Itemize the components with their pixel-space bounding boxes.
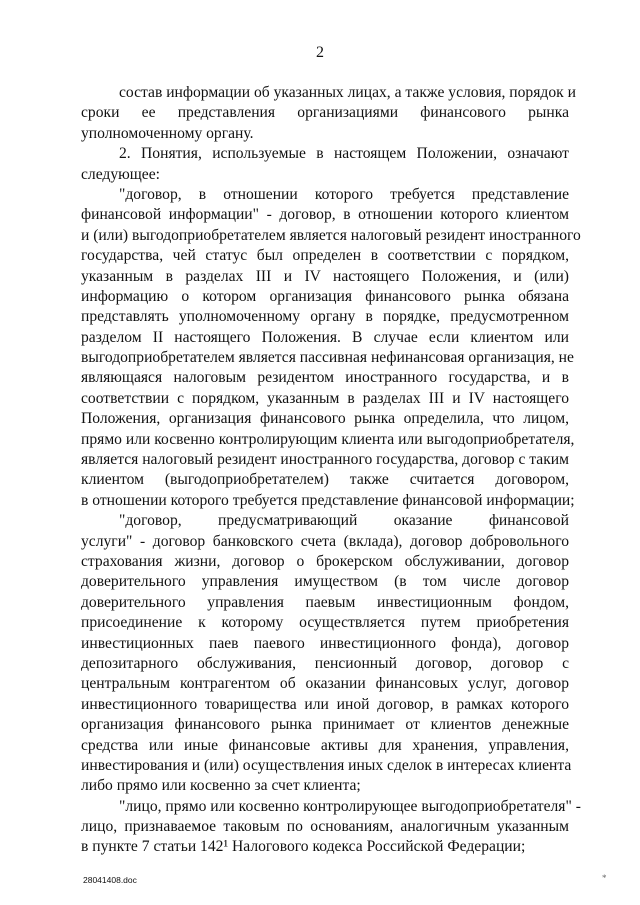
text-line: доверительного управления имуществом (в том числе договор — [81, 573, 569, 591]
text-line: в отношении которого требуется представление финансовой информации; — [81, 491, 575, 509]
text-line: является налоговый резидент иностранного государства, договор с таким — [81, 451, 569, 469]
text-line: доверительного управления паевым инвестиционным фондом, — [81, 593, 569, 611]
text-line: состав информации об указанных лицах, а также условия, порядок и — [119, 84, 576, 101]
text-line: услуги" - договор банковского счета (вклада), договор добровольного — [81, 532, 569, 550]
text-line: лицо, признаваемое таковым по основаниям, аналогичным указанным — [81, 818, 569, 836]
text-line: инвестиционного товарищества или иной договор, в рамках которого — [81, 695, 569, 713]
text-line: финансовой информации" - договор, в отношении которого клиентом — [81, 206, 569, 224]
text-line: уполномоченному органу. — [81, 124, 254, 142]
text-line: указанным в разделах III и IV настоящего Положения, и (или) — [81, 267, 569, 285]
text-line: разделом II настоящего Положения. В случае если клиентом или — [81, 328, 569, 346]
text-line: соответствии с порядком, указанным в разделах III и IV настоящего — [81, 389, 569, 407]
document-body — [81, 83, 581, 858]
text-line: либо прямо или косвенно за счет клиента; — [81, 777, 361, 795]
text-line: и (или) выгодоприобретателем является налоговый резидент иностранного — [81, 226, 581, 244]
text-line: центральным контрагентом об оказании финансовых услуг, договор — [81, 675, 569, 693]
text-line: "договор, в отношении которого требуется представление — [119, 185, 569, 203]
page-number: 2 — [316, 44, 324, 61]
text-line: сроки ее представления организациями финансового рынка — [81, 104, 569, 122]
text-line: являющаяся налоговым резидентом иностранного государства, и в — [81, 369, 569, 387]
text-line: информацию о котором организация финансового рынка обязана — [81, 287, 569, 305]
text-line: следующее: — [81, 165, 160, 183]
text-line: инвестирования и (или) осуществления иных сделок в интересах клиента — [81, 756, 572, 774]
text-line: средства или иные финансовые активы для хранения, управления, — [81, 736, 569, 754]
text-line: Положения, организация финансового рынка определила, что лицом, — [81, 410, 569, 428]
text-line: "лицо, прямо или косвенно контролирующее выгодоприобретателя" - — [119, 797, 581, 815]
footer-filename: 28041408.doc — [83, 875, 137, 885]
text-line: прямо или косвенно контролирующим клиента или выгодоприобретателя, — [81, 430, 575, 448]
text-line: присоединение к которому осуществляется путем приобретения — [81, 614, 569, 632]
text-line: страхования жизни, договор о брокерском обслуживании, договор — [81, 552, 569, 570]
text-line: депозитарного обслуживания, пенсионный договор, договор с — [81, 654, 569, 672]
text-line: инвестиционных паев паевого инвестиционного фонда), договор — [81, 634, 569, 652]
text-line: "договор, предусматривающий оказание финансовой — [119, 512, 569, 530]
text-line: государства, чей статус был определен в соответствии с порядком, — [81, 247, 569, 265]
text-line: выгодоприобретателем является пассивная нефинансовая организация, не — [81, 349, 574, 367]
text-line: в пункте 7 статьи 142¹ Налогового кодекса Российской Федерации; — [81, 838, 526, 856]
text-line: организация финансового рынка принимает от клиентов денежные — [81, 716, 569, 734]
text-line: 2. Понятия, используемые в настоящем Положении, означают — [119, 145, 569, 163]
text-line: клиентом (выгодоприобретателем) также считается договором, — [81, 471, 569, 489]
text-line: представлять уполномоченному органу в порядке, предусмотренном — [81, 308, 569, 326]
margin-mark: * — [602, 873, 607, 883]
